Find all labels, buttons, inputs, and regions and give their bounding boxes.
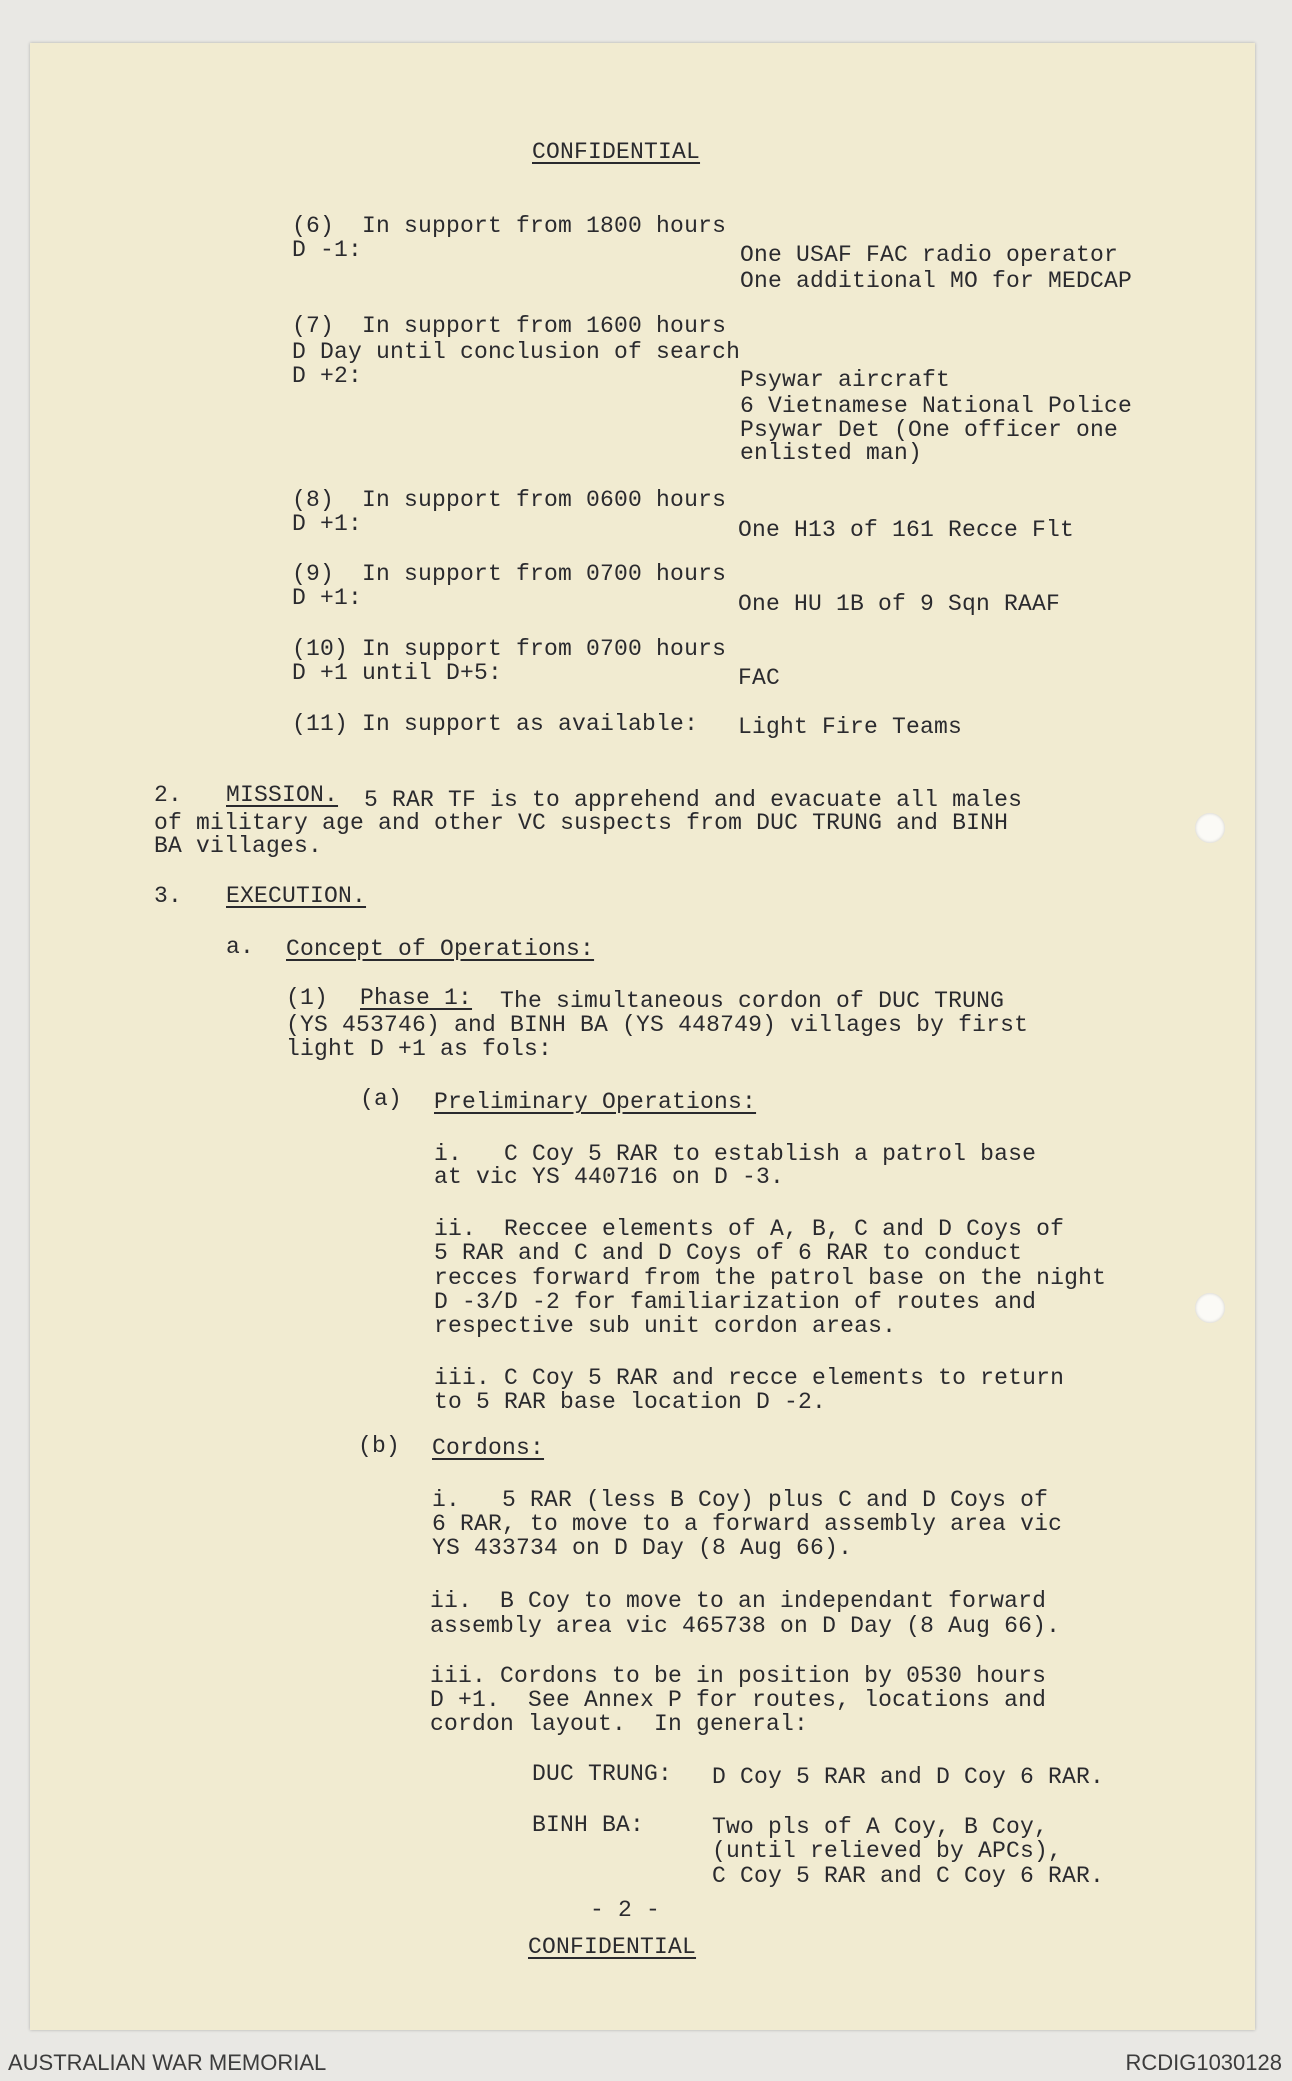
prelim-heading: Preliminary Operations: bbox=[434, 1089, 757, 1115]
prelim-item-text: respective sub unit cordon areas. bbox=[434, 1313, 897, 1339]
support-item-6-asset: One additional MO for MEDCAP bbox=[740, 268, 1133, 294]
cordons-heading: Cordons: bbox=[432, 1435, 545, 1461]
cordon-item-text: i. 5 RAR (less B Coy) plus C and D Coys of bbox=[432, 1487, 1049, 1513]
mission-number: 2. bbox=[154, 782, 183, 808]
prelim-letter: (a) bbox=[360, 1086, 403, 1112]
footer-classification: CONFIDENTIAL bbox=[528, 1934, 697, 1960]
phase-text: (YS 453746) and BINH BA (YS 448749) villages by first bbox=[286, 1012, 1029, 1038]
execution-heading: EXECUTION. bbox=[226, 883, 367, 909]
support-item-7-line3: D +2: bbox=[292, 363, 363, 389]
support-item-9-line1: (9) In support from 0700 hours bbox=[292, 561, 727, 587]
prelim-item-text: recces forward from the patrol base on the night bbox=[434, 1265, 1107, 1291]
cordon-item-text: D +1. See Annex P for routes, locations and bbox=[430, 1687, 1047, 1713]
support-item-8-asset: One H13 of 161 Recce Flt bbox=[738, 517, 1075, 543]
support-item-9-asset: One HU 1B of 9 Sqn RAAF bbox=[738, 591, 1061, 617]
phase-heading: Phase 1: bbox=[360, 985, 473, 1011]
binh-ba-value: Two pls of A Coy, B Coy, bbox=[712, 1814, 1049, 1840]
support-item-9-line2: D +1: bbox=[292, 585, 363, 611]
prelim-item-text: ii. Reccee elements of A, B, C and D Coys of bbox=[434, 1216, 1065, 1242]
binh-ba-label: BINH BA: bbox=[532, 1812, 645, 1838]
archive-institution: AUSTRALIAN WAR MEMORIAL bbox=[8, 2050, 327, 2075]
support-item-10-line1: (10) In support from 0700 hours bbox=[292, 636, 727, 662]
cordon-item-text: cordon layout. In general: bbox=[430, 1711, 809, 1737]
support-item-6-line1: (6) In support from 1800 hours bbox=[292, 213, 727, 239]
cordon-item-text: iii. Cordons to be in position by 0530 hours bbox=[430, 1663, 1047, 1689]
duc-trung-value: D Coy 5 RAR and D Coy 6 RAR. bbox=[712, 1764, 1105, 1790]
binh-ba-value: (until relieved by APCs), bbox=[712, 1838, 1063, 1864]
concept-heading: Concept of Operations: bbox=[286, 936, 595, 962]
support-item-10-asset: FAC bbox=[738, 665, 781, 691]
cordons-letter: (b) bbox=[358, 1433, 401, 1459]
execution-number: 3. bbox=[154, 883, 183, 909]
support-item-7-line2: D Day until conclusion of search bbox=[292, 339, 741, 365]
prelim-item-text: to 5 RAR base location D -2. bbox=[434, 1389, 827, 1415]
support-item-7-asset: Psywar aircraft bbox=[740, 367, 951, 393]
support-item-7-line1: (7) In support from 1600 hours bbox=[292, 313, 727, 339]
concept-letter: a. bbox=[226, 934, 255, 960]
phase-number: (1) bbox=[286, 985, 329, 1011]
support-item-11-asset: Light Fire Teams bbox=[738, 714, 963, 740]
support-item-8-line2: D +1: bbox=[292, 511, 363, 537]
support-item-7-asset: 6 Vietnamese National Police bbox=[740, 393, 1133, 419]
mission-heading: MISSION. bbox=[226, 782, 339, 808]
support-item-7-asset: enlisted man) bbox=[740, 440, 923, 466]
support-item-6-asset: One USAF FAC radio operator bbox=[740, 242, 1119, 268]
page-number: - 2 - bbox=[590, 1897, 661, 1923]
cordon-item-text: ii. B Coy to move to an independant forward bbox=[430, 1588, 1047, 1614]
binh-ba-value: C Coy 5 RAR and C Coy 6 RAR. bbox=[712, 1863, 1105, 1889]
punch-hole bbox=[1195, 1293, 1225, 1323]
support-item-7-asset: Psywar Det (One officer one bbox=[740, 417, 1119, 443]
mission-text: BA villages. bbox=[154, 833, 323, 859]
phase-text: The simultaneous cordon of DUC TRUNG bbox=[486, 988, 1005, 1014]
cordon-item-text: YS 433734 on D Day (8 Aug 66). bbox=[432, 1535, 853, 1561]
mission-text: of military age and other VC suspects from DUC TRUNG and BINH bbox=[154, 810, 1009, 836]
prelim-item-text: iii. C Coy 5 RAR and recce elements to return bbox=[434, 1365, 1065, 1391]
archive-reference: RCDIG1030128 bbox=[1125, 2050, 1282, 2075]
prelim-item-text: at vic YS 440716 on D -3. bbox=[434, 1164, 785, 1190]
punch-hole bbox=[1195, 813, 1225, 843]
mission-text: 5 RAR TF is to apprehend and evacuate all males bbox=[350, 787, 1023, 813]
prelim-item-text: i. C Coy 5 RAR to establish a patrol base bbox=[434, 1141, 1037, 1167]
cordon-item-text: 6 RAR, to move to a forward assembly area vic bbox=[432, 1511, 1063, 1537]
support-item-8-line1: (8) In support from 0600 hours bbox=[292, 487, 727, 513]
header-classification: CONFIDENTIAL bbox=[532, 139, 701, 165]
support-item-6-line2: D -1: bbox=[292, 237, 363, 263]
duc-trung-label: DUC TRUNG: bbox=[532, 1761, 673, 1787]
prelim-item-text: D -3/D -2 for familiarization of routes and bbox=[434, 1289, 1037, 1315]
prelim-item-text: 5 RAR and C and D Coys of 6 RAR to conduct bbox=[434, 1240, 1023, 1266]
cordon-item-text: assembly area vic 465738 on D Day (8 Aug 66). bbox=[430, 1613, 1061, 1639]
support-item-10-line2: D +1 until D+5: bbox=[292, 660, 503, 686]
support-item-11-line1: (11) In support as available: bbox=[292, 711, 699, 737]
phase-text: light D +1 as fols: bbox=[286, 1036, 553, 1062]
